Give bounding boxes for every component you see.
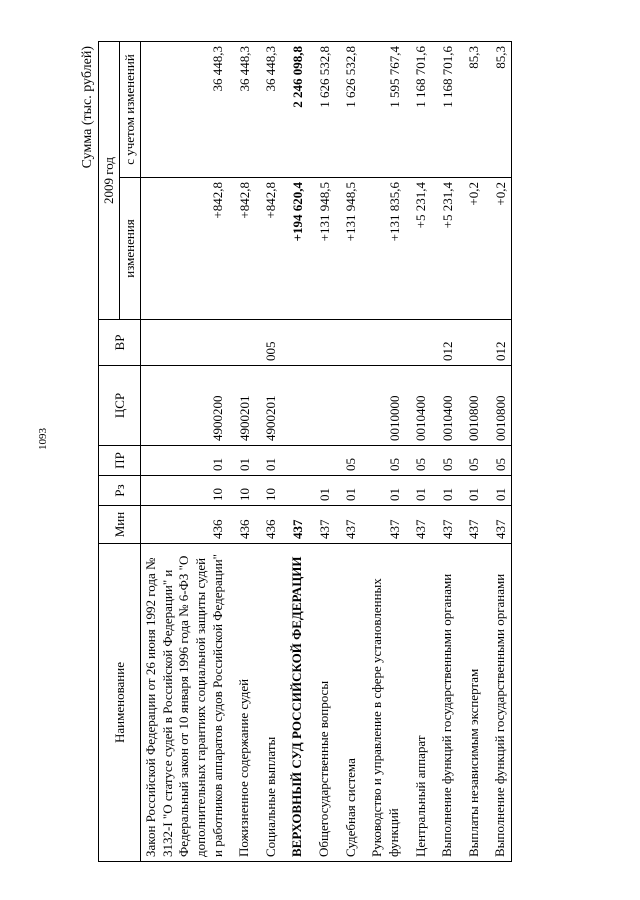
row-with-changes: 36 448,3 <box>141 42 229 178</box>
row-rz: 01 <box>308 476 335 506</box>
row-pr: 05 <box>335 446 362 476</box>
header-year-group: 2009 год <box>99 42 120 320</box>
table-row <box>405 42 432 862</box>
header-csr: ЦСР <box>99 366 141 446</box>
row-rz: 10 <box>255 476 282 506</box>
row-name: Центральный аппарат <box>405 544 432 862</box>
row-pr: 01 <box>141 446 229 476</box>
row-changes: +131 948,5 <box>335 178 362 320</box>
row-min: 437 <box>281 506 308 544</box>
row-vr: 005 <box>255 320 282 366</box>
header-with-changes: с учетом изменений <box>120 42 141 178</box>
row-vr <box>141 320 229 366</box>
row-with-changes: 85,3 <box>484 42 511 178</box>
row-changes: +131 948,5 <box>308 178 335 320</box>
units-label: Сумма (тыс. рублей) <box>80 46 95 169</box>
header-changes: изменения <box>120 178 141 320</box>
row-changes: +131 835,6 <box>361 178 404 320</box>
row-vr: 012 <box>484 320 511 366</box>
row-vr: 012 <box>431 320 458 366</box>
row-vr <box>281 320 308 366</box>
table-row <box>335 42 362 862</box>
row-with-changes: 1 168 701,6 <box>405 42 432 178</box>
row-csr: 4900201 <box>228 366 255 446</box>
row-min: 437 <box>458 506 485 544</box>
row-min: 437 <box>361 506 404 544</box>
table-body <box>141 42 512 862</box>
row-min: 437 <box>405 506 432 544</box>
row-name: Выполнение функций государственными органами <box>484 544 511 862</box>
row-csr: 0010800 <box>458 366 485 446</box>
row-csr: 4900201 <box>255 366 282 446</box>
row-rz: 01 <box>458 476 485 506</box>
row-with-changes: 1 595 767,4 <box>361 42 404 178</box>
row-name: Руководство и управление в сфере установленных функций <box>361 544 404 862</box>
row-rz: 10 <box>228 476 255 506</box>
row-csr: 4900200 <box>141 366 229 446</box>
row-with-changes: 85,3 <box>458 42 485 178</box>
row-rz: 01 <box>431 476 458 506</box>
row-min: 436 <box>228 506 255 544</box>
row-pr <box>308 446 335 476</box>
row-changes: +5 231,4 <box>431 178 458 320</box>
row-name: Судебная система <box>335 544 362 862</box>
row-csr <box>335 366 362 446</box>
row-rz: 01 <box>484 476 511 506</box>
header-pr: ПР <box>99 446 141 476</box>
row-changes: +842,8 <box>228 178 255 320</box>
row-min: 436 <box>141 506 229 544</box>
row-rz: 01 <box>405 476 432 506</box>
row-vr <box>308 320 335 366</box>
row-csr: 0010400 <box>405 366 432 446</box>
table-row <box>281 42 308 862</box>
row-csr: 0010800 <box>484 366 511 446</box>
row-pr: 05 <box>405 446 432 476</box>
row-min: 437 <box>431 506 458 544</box>
table-row <box>308 42 335 862</box>
page-number: 1093 <box>37 428 49 450</box>
row-pr: 01 <box>255 446 282 476</box>
row-with-changes: 36 448,3 <box>255 42 282 178</box>
row-vr <box>405 320 432 366</box>
row-name: Выплаты независимым экспертам <box>458 544 485 862</box>
header-rz: Рз <box>99 476 141 506</box>
row-changes: +5 231,4 <box>405 178 432 320</box>
row-pr: 05 <box>431 446 458 476</box>
row-name: ВЕРХОВНЫЙ СУД РОССИЙСКОЙ ФЕДЕРАЦИИ <box>281 544 308 862</box>
row-csr: 0010000 <box>361 366 404 446</box>
row-csr: 0010400 <box>431 366 458 446</box>
row-min: 436 <box>255 506 282 544</box>
row-pr: 01 <box>228 446 255 476</box>
row-pr: 05 <box>458 446 485 476</box>
row-pr <box>281 446 308 476</box>
header-vr: ВР <box>99 320 141 366</box>
row-pr: 05 <box>361 446 404 476</box>
row-csr <box>308 366 335 446</box>
row-with-changes: 2 246 098,8 <box>281 42 308 178</box>
row-min: 437 <box>335 506 362 544</box>
row-changes: +0,2 <box>484 178 511 320</box>
row-changes: +194 620,4 <box>281 178 308 320</box>
row-name: Общегосударственные вопросы <box>308 544 335 862</box>
table-row <box>361 42 404 862</box>
table-row <box>484 42 511 862</box>
table-row <box>255 42 282 862</box>
row-rz <box>281 476 308 506</box>
row-changes: +0,2 <box>458 178 485 320</box>
row-csr <box>281 366 308 446</box>
table-row <box>141 42 229 862</box>
row-name: Закон Российской Федерации от 26 июня 1992 года № 3132-I "О статусе судей в Российской Федерации" и Федеральный закон от 10 января 1996 года № 6-ФЗ "О дополнительных гарантиях социальной защиты судей и работников аппаратов судов Российской Федерации" <box>141 544 229 862</box>
row-changes: +842,8 <box>255 178 282 320</box>
row-vr <box>335 320 362 366</box>
budget-table <box>98 41 512 862</box>
row-with-changes: 1 626 532,8 <box>335 42 362 178</box>
budget-table-sheet <box>80 42 590 862</box>
table-row <box>431 42 458 862</box>
row-rz: 10 <box>141 476 229 506</box>
row-min: 437 <box>308 506 335 544</box>
row-rz: 01 <box>335 476 362 506</box>
header-name: Наименование <box>99 544 141 862</box>
row-changes: +842,8 <box>141 178 229 320</box>
row-name: Пожизненное содержание судей <box>228 544 255 862</box>
row-with-changes: 1 626 532,8 <box>308 42 335 178</box>
row-pr: 05 <box>484 446 511 476</box>
row-vr <box>458 320 485 366</box>
header-min: Мин <box>99 506 141 544</box>
row-name: Социальные выплаты <box>255 544 282 862</box>
table-row <box>458 42 485 862</box>
row-with-changes: 36 448,3 <box>228 42 255 178</box>
row-name: Выполнение функций государственными органами <box>431 544 458 862</box>
row-with-changes: 1 168 701,6 <box>431 42 458 178</box>
row-vr <box>361 320 404 366</box>
row-vr <box>228 320 255 366</box>
row-rz: 01 <box>361 476 404 506</box>
row-min: 437 <box>484 506 511 544</box>
table-row <box>228 42 255 862</box>
